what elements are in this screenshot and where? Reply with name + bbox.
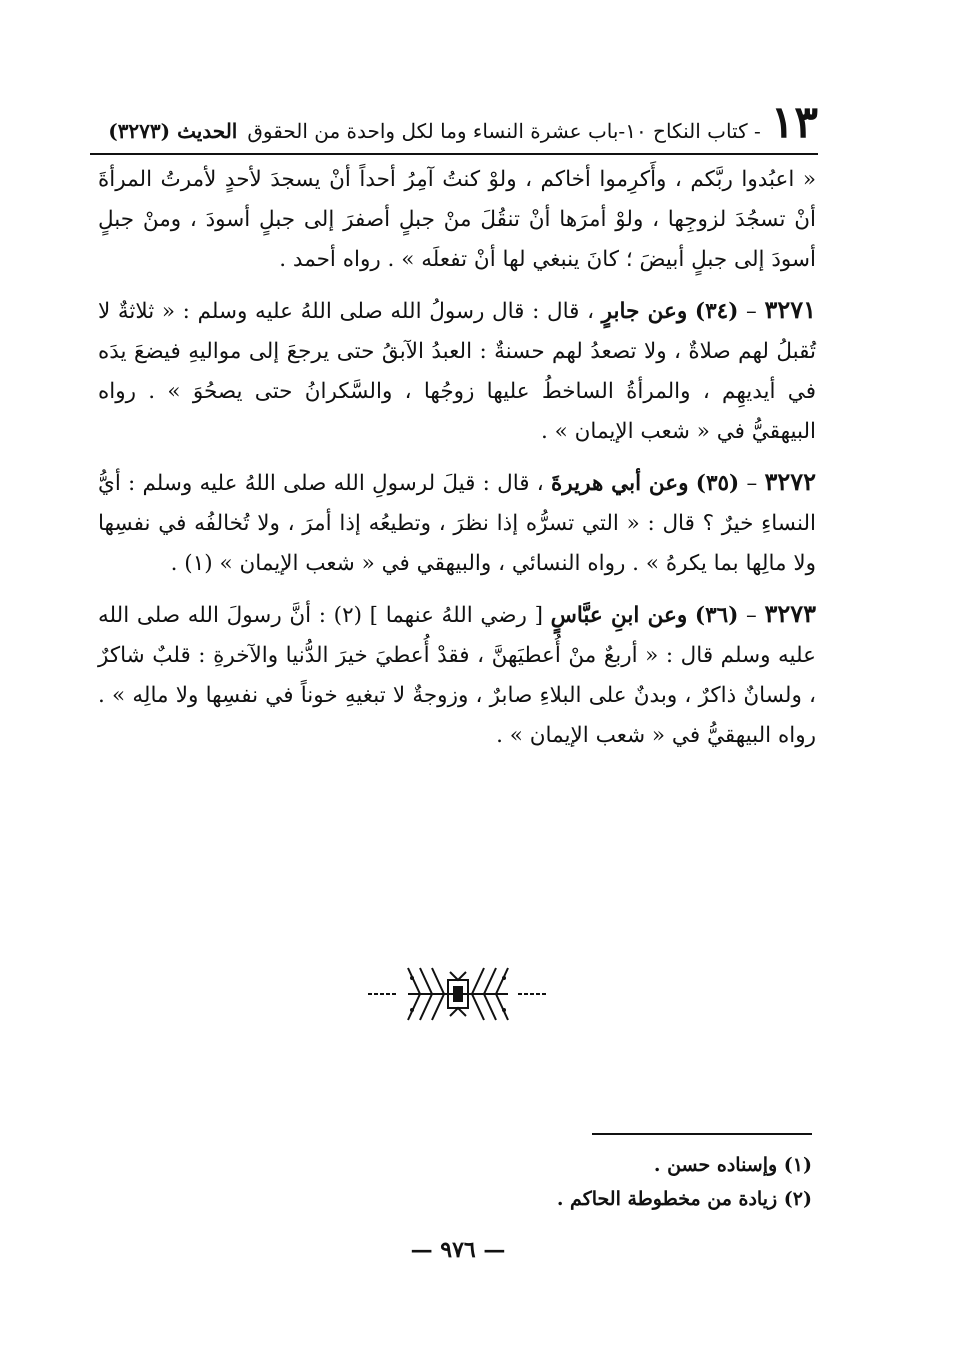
page-number: — ٩٧٦ — [410,1237,506,1263]
hadith-3273: ٣٢٧٣ – (٣٦) وعن ابنِ عبَّاسٍ [ رضي اللهُ عنهما ] (٢) : أنَّ رسولَ الله صلى الله عليه وسلم قال : « أربعٌ منْ أُعطيَهنَّ ، فقدْ أُعطيَ خيرَ الدُّنيا والآخرةِ : قلبٌ شاكرٌ ، ولسانٌ ذاكرٌ ، وبدنٌ على البلاءِ صابرٌ ، وزوجةٌ لا تبغيهِ خوناً في نفسِها ولا مالِه » . رواه البيهقيُّ في « شعب الإيمان » . [98,599,817,748]
sequence-number: (٣٥) [695,471,740,496]
chapter-number: ١٣ [770,97,818,148]
paragraph-text: « اعبُدوا ربَّكم ، وأَكرِموا أخاكم ، ولوْ كنتُ آمِرُ أحداً أنْ يسجدَ لأحدٍ لأمرتُ المرأةَ أنْ تسجُدَ لزوجِها ، ولوْ أمرَها أنْ تنقُلَ منْ جبلٍ أصفرَ إلى جبلٍ أسودَ ، ومنْ جبلٍ أسودَ إلى جبلٍ أبيضَ ؛ كانَ ينبغي لها أنْ تفعلَه » . رواه أحمد . [98,167,816,272]
header-rule [90,153,818,155]
running-header [90,96,818,148]
running-title: - كتاب النكاح ١٠-باب عشرة النساء وما لكل واحدة من الحقوق [247,119,761,143]
paragraph-continuation [98,160,816,280]
hadith-number: ٣٢٧٢ [764,467,816,496]
narrator: وعن جابرٍ [601,299,688,324]
narrator: وعن ابنِ عبَّاسٍ [550,603,688,628]
hadith-range: الحديث (٣٢٧٣) [108,119,238,143]
hadith-number: ٣٢٧٣ [764,599,817,628]
hadith-3272: ٣٢٧٢ – (٣٥) وعن أبي هريرةَ ، قال : قيلَ لرسولِ الله صلى اللهُ عليه وسلم : أيُّ النساءِ خيرٌ ؟ قال : « التي تسرُّه إذا نظرَ ، وتطيعُه إذا أمرَ ، ولا تُخالفُه في نفسِها ولا مالِها بما يكرهُ » . رواه النسائي ، والبيهقي في « شعب الإيمان » (١) . [98,467,816,576]
narrator: وعن أبي هريرةَ [551,471,689,496]
hadith-text: [ رضي اللهُ عنهما ] (٢) : أنَّ رسولَ الله صلى الله عليه وسلم قال : « أربعٌ منْ أُعطيَهنَّ ، فقدْ أُعطيَ خيرَ الدُّنيا والآخرةِ : قلبٌ شاكرٌ ، ولسانٌ ذاكرٌ ، وبدنٌ على البلاءِ صابرٌ ، وزوجةٌ لا تبغيهِ خوناً في نفسِها ولا مالِه » . رواه البيهقيُّ في « شعب الإيمان » . [98,603,816,748]
hadith-text: ، قال : قال رسولُ الله صلى اللهُ عليه وسلم : « ثلاثةٌ لا تُقبلُ لهم صلاةٌ ، ولا تصعدُ لهم حسنةٌ : العبدُ الآبقُ حتى يرجعَ إلى مواليهِ فيضعَ يدَه في أيديهِم ، والمرأةُ الساخطُ عليها زوجُها ، والسَّكرانُ حتى يصحُوَ » . رواه البيهقيُّ في « شعب الإيمان » . [98,299,816,444]
sequence-number: (٣٦) [694,603,739,628]
hadith-number: ٣٢٧١ [764,295,816,324]
hadith-3271: ٣٢٧١ – (٣٤) وعن جابرٍ ، قال : قال رسولُ الله صلى اللهُ عليه وسلم : « ثلاثةٌ لا تُقبلُ لهم صلاةٌ ، ولا تصعدُ لهم حسنةٌ : العبدُ الآبقُ حتى يرجعَ إلى مواليهِ فيضعَ يدَه في أيديهِم ، والمرأةُ الساخطُ عليها زوجُها ، والسَّكرانُ حتى يصحُوَ » . رواه البيهقيُّ في « شعب الإيمان » . [98,295,816,444]
footnote-rule [592,1133,812,1135]
main-text [98,160,816,766]
footnote-2: (٢) زيادة من مخطوطة الحاكم . [556,1188,812,1210]
section-ornament [368,958,548,1028]
sequence-number: (٣٤) [694,299,739,324]
footnotes [440,1148,812,1216]
hadith-text: ، قال : قيلَ لرسولِ الله صلى اللهُ عليه وسلم : أيُّ النساءِ خيرٌ ؟ قال : « التي تسرُّه إذا نظرَ ، وتطيعُه إذا أمرَ ، ولا تُخالفُه في نفسِها ولا مالِها بما يكرهُ » . رواه النسائي ، والبيهقي في « شعب الإيمان » (١) . [98,471,816,576]
footnote-1: (١) وإسناده حسن . [653,1154,812,1176]
